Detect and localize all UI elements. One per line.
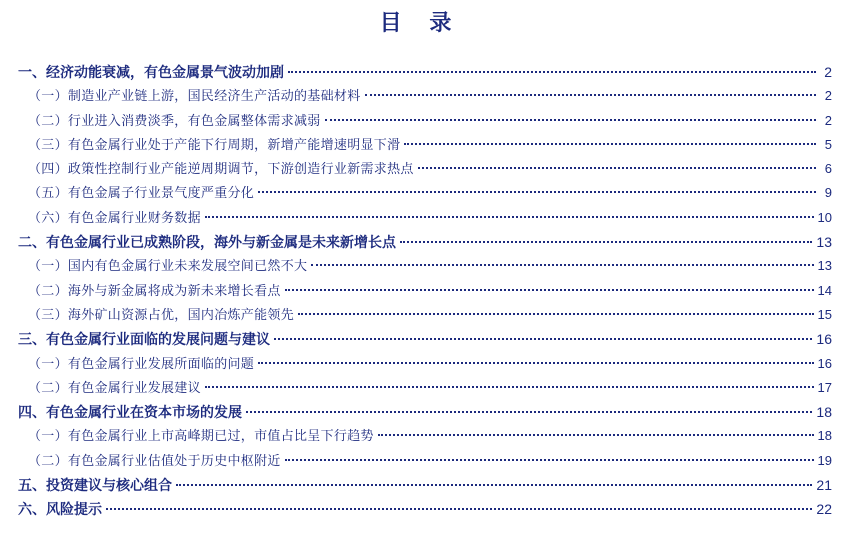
toc-entry-page: 9 — [824, 185, 832, 201]
dot-leader — [325, 118, 816, 121]
toc-entry[interactable] — [18, 109, 832, 133]
toc-entry[interactable] — [18, 84, 832, 108]
toc-entry-label: （二）海外与新金属将成为新未来增长看点 — [28, 283, 281, 299]
toc-entry-label: （二）有色金属行业估值处于历史中枢附近 — [28, 453, 281, 469]
dot-leader — [205, 385, 814, 388]
toc-entry[interactable] — [18, 181, 832, 205]
toc-entry-label: 三、有色金属行业面临的发展问题与建议 — [18, 332, 270, 349]
toc-entry[interactable] — [18, 449, 832, 473]
toc-title: 目 录 — [379, 11, 462, 36]
toc-entry-label: 二、有色金属行业已成熟阶段，海外与新金属是未来新增长点 — [18, 235, 396, 252]
toc-entry-page: 2 — [824, 88, 832, 104]
toc-entry-label: （三）有色金属行业处于产能下行周期，新增产能增速明显下滑 — [28, 137, 401, 153]
dot-leader — [288, 70, 816, 73]
dot-leader — [258, 190, 816, 193]
toc-entry[interactable] — [18, 279, 832, 303]
toc-entry-page: 18 — [817, 428, 832, 444]
toc-entry-label: （五）有色金属子行业景气度严重分化 — [28, 186, 255, 202]
toc-entry[interactable] — [18, 206, 832, 230]
dot-leader — [258, 361, 813, 364]
dot-leader — [365, 93, 816, 96]
toc-entry-page: 22 — [816, 501, 832, 518]
toc-entry-page: 16 — [816, 331, 832, 348]
toc-entry[interactable] — [18, 352, 832, 376]
dot-leader — [298, 312, 814, 315]
toc-entry-page: 16 — [817, 355, 832, 371]
toc-entry[interactable] — [18, 327, 832, 351]
toc-entry-page: 19 — [817, 452, 832, 468]
dot-leader — [285, 288, 814, 291]
toc-entry-page: 15 — [817, 306, 832, 322]
toc-entry-page: 18 — [816, 404, 832, 421]
toc-entry-label: （一）国内有色金属行业未来发展空间已然不大 — [28, 259, 308, 275]
toc-entry[interactable] — [18, 254, 832, 278]
toc-entry-label: （一）有色金属行业发展所面临的问题 — [28, 356, 255, 372]
toc-entry[interactable] — [18, 133, 832, 157]
toc-entry[interactable] — [18, 376, 832, 400]
toc-entry[interactable] — [18, 473, 832, 497]
toc-entry-label: 四、有色金属行业在资本市场的发展 — [18, 405, 242, 422]
toc-entry-label: （四）政策性控制行业产能逆周期调节，下游创造行业新需求热点 — [28, 162, 414, 178]
dot-leader — [311, 263, 813, 266]
dot-leader — [404, 142, 816, 145]
toc-entry[interactable] — [18, 424, 832, 448]
dot-leader — [274, 337, 812, 340]
toc-entry-label: （三）海外矿山资源占优，国内冶炼产能领先 — [28, 307, 295, 323]
toc-entry[interactable] — [18, 497, 832, 521]
toc-entry-label: 五、投资建议与核心组合 — [18, 478, 172, 495]
toc-entry-page: 13 — [816, 234, 832, 251]
dot-leader — [106, 507, 812, 510]
toc-entry-page: 2 — [824, 64, 832, 80]
toc-entry[interactable] — [18, 400, 832, 424]
toc-entry-label: （二）有色金属行业发展建议 — [28, 380, 201, 396]
toc-entry-page: 14 — [817, 282, 832, 298]
toc-entry-label: 一、经济动能衰减，有色金属景气波动加剧 — [18, 65, 284, 81]
toc-entry-label: （一）有色金属行业上市高峰期已过，市值占比呈下行趋势 — [28, 429, 374, 445]
toc-entry-page: 13 — [817, 258, 832, 274]
toc-entry[interactable] — [18, 303, 832, 327]
dot-leader — [418, 166, 816, 169]
toc-list — [18, 60, 832, 522]
toc-entry-label: （六）有色金属行业财务数据 — [28, 210, 201, 226]
toc-entry-label: （一）制造业产业链上游，国民经济生产活动的基础材料 — [28, 89, 361, 105]
toc-entry-label: 六、风险提示 — [18, 502, 102, 519]
toc-entry[interactable] — [18, 230, 832, 254]
dot-leader — [176, 483, 812, 486]
toc-entry-page: 17 — [817, 379, 832, 395]
toc-entry-page: 5 — [824, 136, 832, 152]
dot-leader — [205, 215, 814, 218]
dot-leader — [400, 240, 812, 243]
toc-entry-page: 6 — [824, 161, 832, 177]
toc-entry-page: 2 — [824, 112, 832, 128]
dot-leader — [285, 458, 814, 461]
toc-entry-page: 10 — [817, 209, 832, 225]
dot-leader — [378, 433, 814, 436]
toc-entry-page: 21 — [816, 477, 832, 494]
toc-entry[interactable] — [18, 157, 832, 181]
toc-entry-label: （二）行业进入消费淡季，有色金属整体需求减弱 — [28, 113, 321, 129]
dot-leader — [246, 410, 812, 413]
toc-entry[interactable] — [18, 60, 832, 84]
